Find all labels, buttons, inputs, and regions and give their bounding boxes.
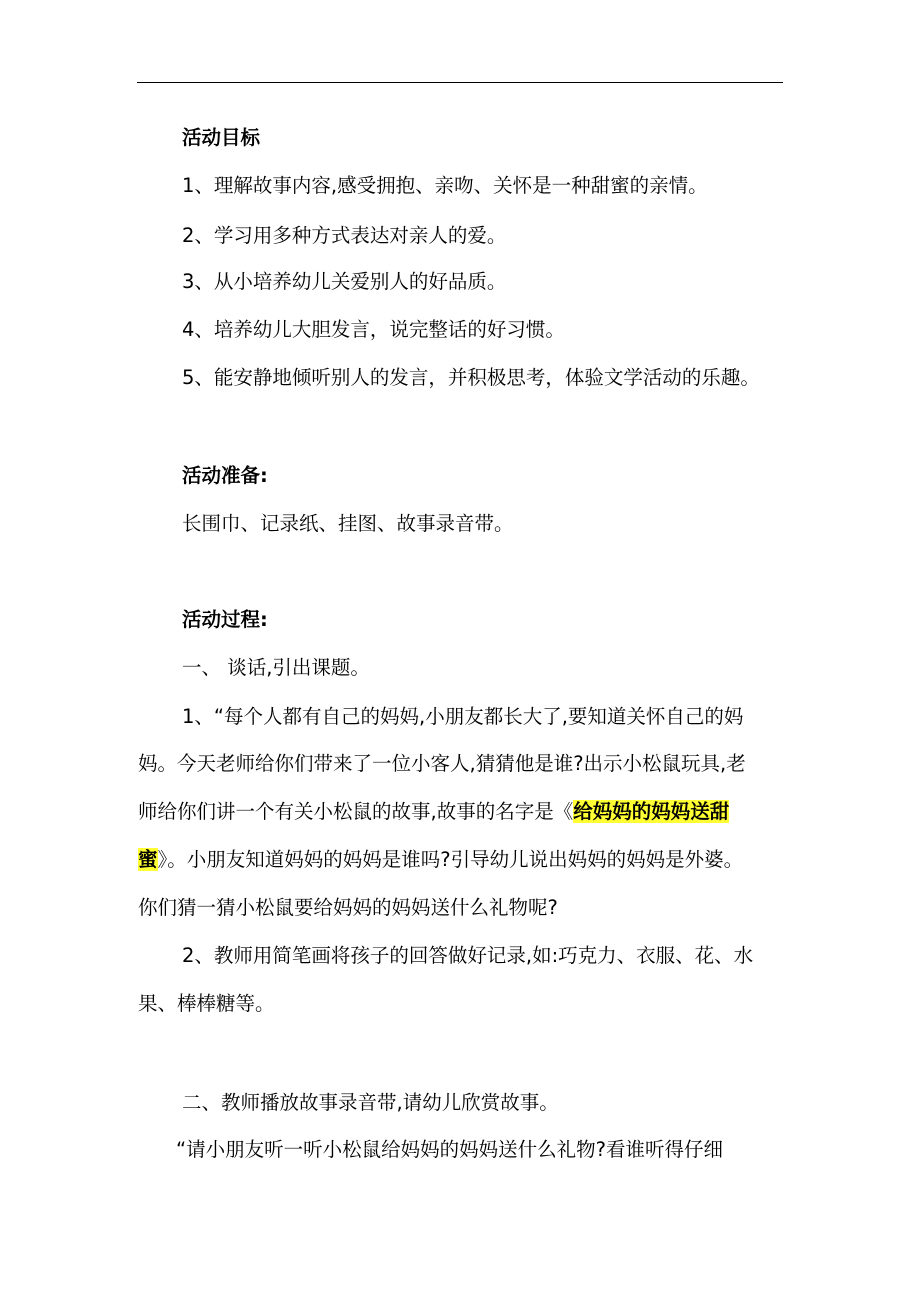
goals-heading: 活动目标 <box>182 126 261 149</box>
paragraph-line: 果、棒棒糖等。 <box>138 992 275 1015</box>
step2-title: 二、教师播放故事录音带,请幼儿欣赏故事。 <box>182 1091 559 1114</box>
goal-item: 3、从小培养幼儿关爱别人的好品质。 <box>182 270 507 293</box>
highlighted-title: 给妈妈的妈妈送甜 <box>573 800 730 823</box>
header-rule <box>137 82 783 83</box>
step1-title: 一、 谈话,引出课题。 <box>182 656 370 679</box>
paragraph-line: 你们猜一猜小松鼠要给妈妈的妈妈送什么礼物呢? <box>138 896 558 919</box>
paragraph-line: 2、教师用简笔画将孩子的回答做好记录,如:巧克力、衣服、花、水 <box>182 944 754 967</box>
paragraph-line: 妈。今天老师给你们带来了一位小客人,猜猜他是谁?出示小松鼠玩具,老 <box>138 752 746 775</box>
paragraph-line: “请小朋友听一听小松鼠给妈妈的妈妈送什么礼物?看谁听得仔细 <box>176 1138 723 1161</box>
paragraph-line <box>138 846 743 874</box>
goal-item: 2、学习用多种方式表达对亲人的爱。 <box>182 224 507 247</box>
paragraph-line: 1、“每个人都有自己的妈妈,小朋友都长大了,要知道关怀自己的妈 <box>182 705 744 728</box>
goal-item: 5、能安静地倾听别人的发言，并积极思考，体验文学活动的乐趣。 <box>182 366 760 389</box>
preparation-heading: 活动准备: <box>182 464 268 487</box>
goal-item: 1、理解故事内容,感受拥抱、亲吻、关怀是一种甜蜜的亲情。 <box>182 174 708 197</box>
paragraph-line <box>138 798 729 826</box>
highlighted-title: 蜜 <box>138 848 158 871</box>
goal-item: 4、培养幼儿大胆发言，说完整话的好习惯。 <box>182 318 565 341</box>
preparation-text: 长围巾、记录纸、挂图、故事录音带。 <box>182 512 514 535</box>
paragraph-text: 师给你们讲一个有关小松鼠的故事,故事的名字是《 <box>138 800 574 823</box>
process-heading: 活动过程: <box>182 608 268 631</box>
paragraph-text: 》。小朋友知道妈妈的妈妈是谁吗?引导幼儿说出妈妈的妈妈是外婆。 <box>157 848 744 871</box>
